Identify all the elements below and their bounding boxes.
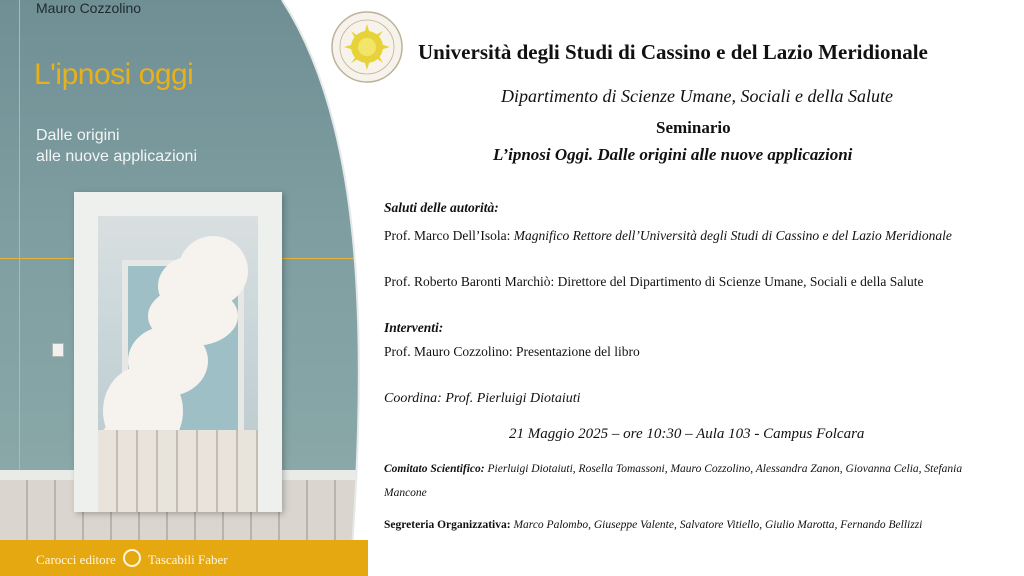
university-seal-icon: [330, 10, 404, 84]
talk-speaker: Prof. Mauro Cozzolino:: [384, 344, 513, 359]
greeting-item: [384, 227, 994, 245]
greetings-heading: Saluti delle autorità:: [384, 200, 499, 215]
cover-author: Mauro Cozzolino: [36, 0, 142, 16]
cover-title: L'ipnosi oggi: [34, 58, 194, 91]
talk-item: [384, 343, 994, 361]
greeting-name: Prof. Marco Dell’Isola:: [384, 228, 511, 243]
organizing-secretariat-members: Marco Palombo, Giuseppe Valente, Salvatore Vitiello, Giulio Marotta, Fernando Bellizzi: [513, 519, 923, 531]
department-name: [0, 86, 1024, 107]
coordinator: Coordina: Prof. Pierluigi Diotaiuti: [384, 391, 581, 406]
talks-heading: Interventi:: [384, 320, 444, 335]
university-name: Università degli Studi di Cassino e del Lazio Meridionale: [418, 40, 928, 64]
event-date-location: 21 Maggio 2025 – ore 10:30 – Aula 103 - Campus Folcara: [509, 426, 865, 442]
series-name: Tascabili Faber: [148, 552, 228, 567]
greeting-role: Direttore del Dipartimento di Scienze Umane, Sociali e della Salute: [557, 274, 924, 289]
greeting-name: Prof. Roberto Baronti Marchiò:: [384, 274, 555, 289]
publisher-name: Carocci editore: [36, 552, 116, 567]
greeting-role: Magnifico Rettore dell’Università degli Studi di Cassino e del Lazio Meridionale: [513, 228, 952, 243]
cover-publisher: [36, 549, 228, 568]
event-type: Seminario: [656, 118, 731, 137]
organizing-secretariat-label: Segreteria Organizzativa:: [384, 519, 511, 531]
scientific-committee: [384, 457, 994, 505]
scientific-committee-members: Pierluigi Diotaiuti, Rosella Tomassoni, Mauro Cozzolino, Alessandra Zanon, Giovanna Celia, Stefania Mancone: [384, 463, 963, 499]
event-title: L’ipnosi Oggi. Dalle origini alle nuove applicazioni: [493, 145, 853, 164]
publisher-logo-icon: [123, 549, 141, 567]
cover-subtitle: Dalle origini alle nuove applicazioni: [36, 127, 197, 165]
scientific-committee-label: Comitato Scientifico:: [384, 463, 485, 475]
organizing-secretariat: [384, 513, 994, 537]
talk-topic: Presentazione del libro: [515, 344, 640, 359]
greeting-item: [384, 273, 994, 291]
department-label: Dipartimento di Scienze Umane, Sociali e della Salute: [501, 86, 893, 106]
